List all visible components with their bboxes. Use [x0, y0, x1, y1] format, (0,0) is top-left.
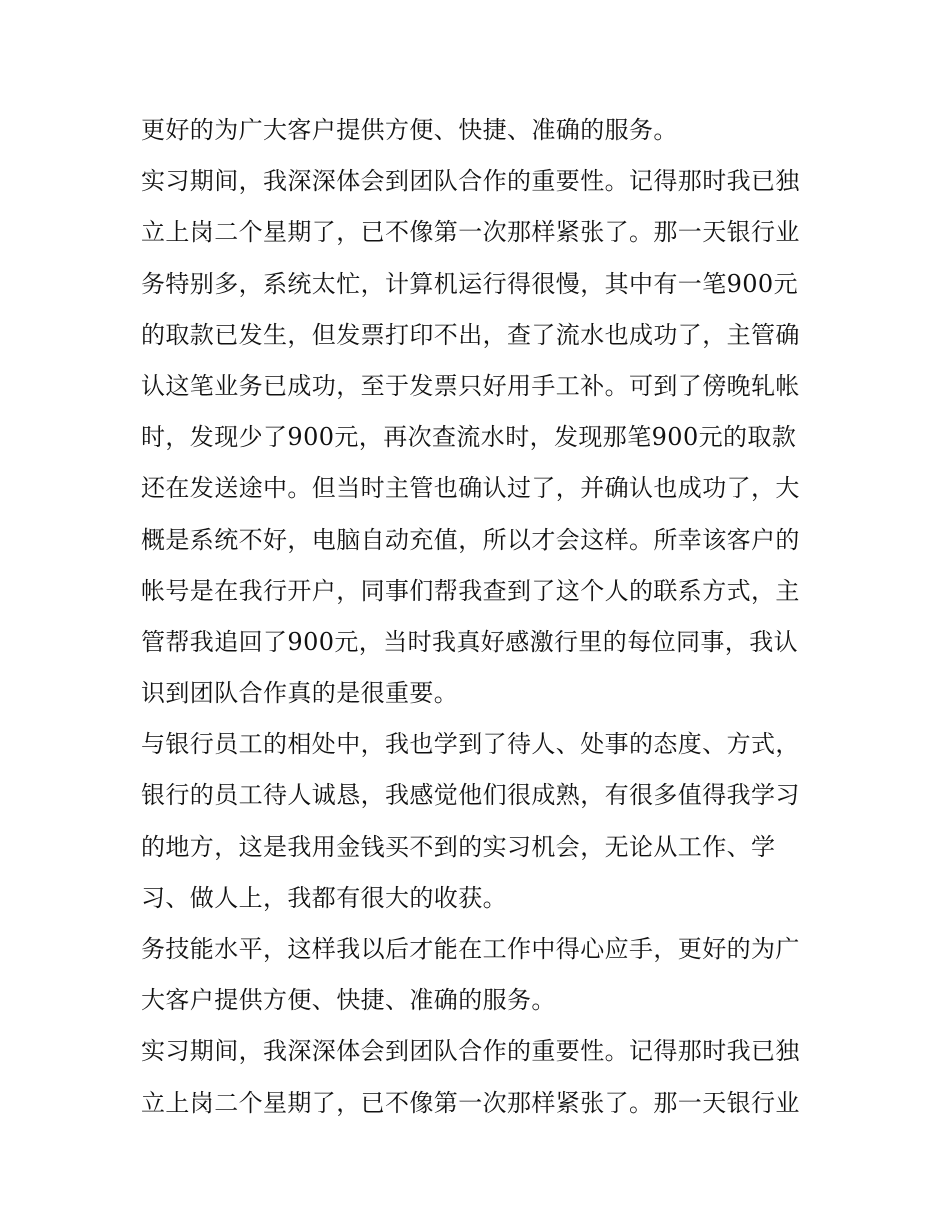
text-line: 时，发现少了900元，再次查流水时，发现那笔900元的取款 — [141, 423, 797, 452]
text-line: 概是系统不好，电脑自动充值，所以才会这样。所幸该客户的 — [141, 525, 800, 554]
text-line: 大客户提供方便、快捷、准确的服务。 — [141, 986, 556, 1015]
text-line: 立上岗二个星期了，已不像第一次那样紧张了。那一天银行业 — [141, 218, 800, 247]
text-line: 管帮我追回了900元，当时我真好感激行里的每位同事，我认 — [141, 627, 799, 656]
text-line: 实习期间，我深深体会到团队合作的重要性。记得那时我已独 — [141, 167, 800, 196]
text-line: 认这笔业务已成功，至于发票只好用手工补。可到了傍晚轧帐 — [141, 371, 800, 400]
text-line: 帐号是在我行开户，同事们帮我查到了这个人的联系方式，主 — [141, 576, 800, 605]
text-line: 务特别多，系统太忙，计算机运行得很慢，其中有一笔900元 — [141, 269, 799, 298]
text-line: 的取款已发生，但发票打印不出，查了流水也成功了，主管确 — [141, 320, 800, 349]
document-body — [141, 108, 821, 1132]
text-line: 更好的为广大客户提供方便、快捷、准确的服务。 — [141, 116, 678, 144]
text-line: 的地方，这是我用金钱买不到的实习机会，无论从工作、学 — [141, 832, 776, 861]
text-line: 识到团队合作真的是很重要。 — [141, 679, 459, 708]
text-line: 立上岗二个星期了，已不像第一次那样紧张了。那一天银行业 — [141, 1088, 800, 1117]
text-line: 还在发送途中。但当时主管也确认过了，并确认也成功了，大 — [141, 474, 800, 503]
text-line: 务技能水平，这样我以后才能在工作中得心应手，更好的为广 — [141, 935, 800, 963]
text-line: 习、做人上，我都有很大的收获。 — [141, 883, 507, 912]
text-line: 与银行员工的相处中，我也学到了待人、处事的态度、方式， — [141, 730, 800, 759]
text-line: 实习期间，我深深体会到团队合作的重要性。记得那时我已独 — [141, 1037, 800, 1066]
text-line: 银行的员工待人诚恳，我感觉他们很成熟，有很多值得我学习 — [141, 781, 800, 810]
